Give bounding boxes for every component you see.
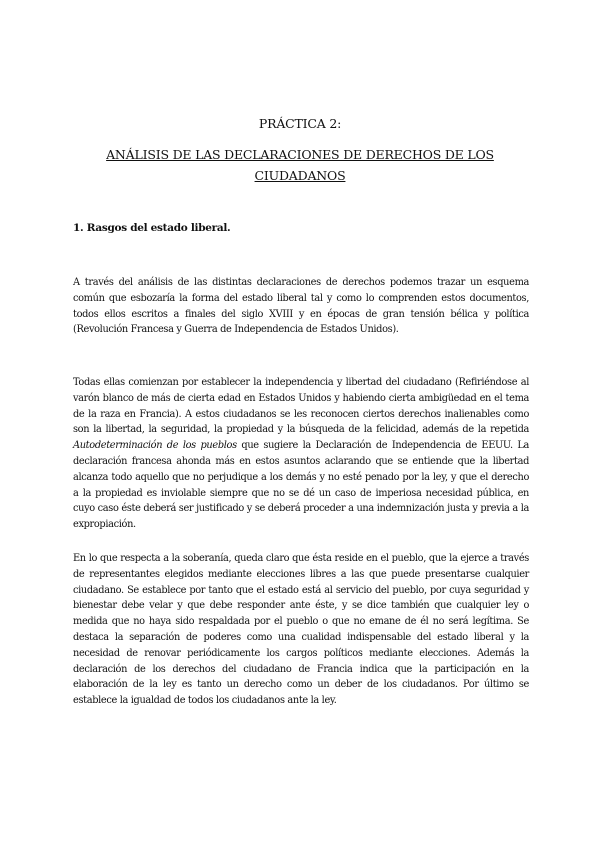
paragraph-sovereignty: En lo que respecta a la soberanía, queda claro que ésta reside en el pueblo, que la ejerce a través de representantes elegidos mediante elecciones libres a las que puede presentarse cualquier ciudadano. Se establece por tanto que el estado está al servicio del pueblo, por cuya seguridad y bienestar debe velar y que debe responder ante éste, y se dice también que cualquier ley o medida que no haya sido respaldada por el pueblo o que no emane de él no será legítima. Se destaca la separación de poderes como una cualidad indispensable del estado liberal y la necesidad de renovar periódicamente los cargos políticos mediante elecciones. Además la declaración de los derechos del ciudadano de Francia indica que la participación en la elaboración de la ley es tanto un derecho como un deber de los ciudadanos. Por último se establece la igualdad de todos los ciudadanos ante la ley. [73, 553, 529, 707]
paragraph-rights [73, 375, 529, 533]
section-title: 1. Rasgos del estado liberal. [73, 222, 231, 234]
paragraph-intro: A través del análisis de las distintas declaraciones de derechos podemos trazar un esquema común que esbozaría la forma del estado liberal tal y como lo comprenden estos documentos, todos ellos escritos a finales del siglo XVIII y en épocas de gran tensión bélica y política (Revolución Francesa y Guerra de Independencia de Estados Unidos). [73, 277, 529, 336]
paragraph-rights-text-a: Todas ellas comienzan por establecer la independencia y libertad del ciudadano (Refiriéndose al varón blanco de más de cierta edad en Estados Unidos y habiendo cierta ambigüedad en el tema de la raza en Francia). A estos ciudadanos se les reconocen ciertos derechos inalienables como son la libertad, la seguridad, la propiedad y la búsqueda de la felicidad, además de la repetida [73, 377, 529, 436]
paragraph-rights-emphasis: Autodeterminación de los pueblos [73, 440, 237, 452]
paragraph-rights-text-b: que sugiere la Declaración de Independencia de EEUU. La declaración francesa ahonda más en estos asuntos aclarando que se entiende que la libertad alcanza todo aquello que no perjudique a los demás y no esté penado por la ley, y que el derecho a la propiedad es inviolable siempre que no se dé un caso de imperiosa necesidad pública, en cuyo caso éste deberá ser justificado y se deberá proceder a una indemnización justa y previa a la expropiación. [73, 440, 530, 531]
analysis-heading: ANÁLISIS DE LAS DECLARACIONES DE DERECHOS DE LOS CIUDADANOS [106, 147, 494, 183]
practice-heading: PRÁCTICA 2: [258, 116, 342, 131]
